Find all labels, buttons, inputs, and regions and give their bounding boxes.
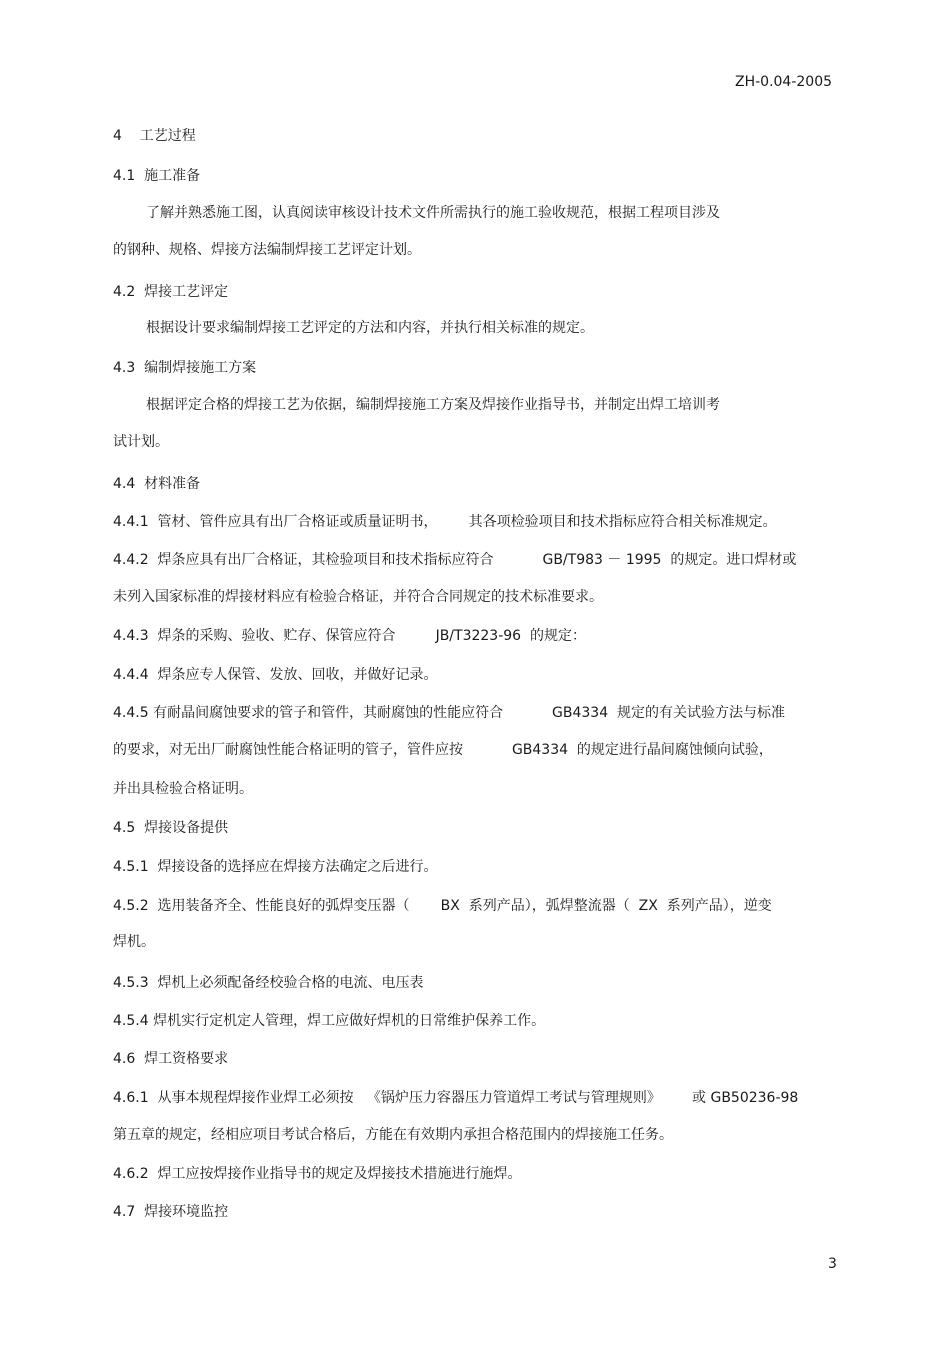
- paragraph-line: 试计划。: [113, 434, 169, 450]
- paragraph-line: 焊机。: [113, 934, 155, 950]
- clause-4-5-4: 4.5.4 焊机实行定机定人管理，焊工应做好焊机的日常维护保养工作。: [113, 1013, 546, 1029]
- clause-4-4-3: 4.4.3 焊条的采购、验收、贮存、保管应符合 JB/T3223-96 的规定：: [113, 628, 586, 644]
- page-number: 3: [828, 1256, 837, 1272]
- clause-4-6-2: 4.6.2 焊工应按焊接作业指导书的规定及焊接技术措施进行施焊。: [113, 1166, 522, 1182]
- paragraph-line: 并出具检验合格证明。: [113, 781, 253, 797]
- clause-4-6-1: 4.6.1 从事本规程焊接作业焊工必须按 《锅炉压力容器压力管道焊工考试与管理规则》 或 GB50236-98: [113, 1090, 799, 1106]
- doc-code-header: ZH-0.04-2005: [735, 74, 833, 90]
- section-heading-4-3: 4.3 编制焊接施工方案: [113, 360, 257, 376]
- clause-4-5-2: 4.5.2 选用装备齐全、性能良好的弧焊变压器（ BX 系列产品），弧焊整流器（ ZX 系列产品），逆变: [113, 898, 772, 914]
- section-heading-4-4: 4.4 材料准备: [113, 476, 201, 492]
- section-heading-4-5: 4.5 焊接设备提供: [113, 820, 229, 836]
- paragraph-line: 的钢种、规格、焊接方法编制焊接工艺评定计划。: [113, 242, 421, 258]
- paragraph-line: 了解并熟悉施工图，认真阅读审核设计技术文件所需执行的施工验收规范，根据工程项目涉及: [146, 205, 720, 221]
- clause-4-4-1: 4.4.1 管材、管件应具有出厂合格证或质量证明书， 其各项检验项目和技术指标应符合相关标准规定。: [113, 514, 777, 530]
- section-heading-4-1: 4.1 施工准备: [113, 168, 201, 184]
- paragraph-line: 的要求，对无出厂耐腐蚀性能合格证明的管子，管件应按 GB4334 的规定进行晶间腐蚀倾向试验，: [113, 742, 773, 758]
- section-heading-4: 4 工艺过程: [113, 128, 196, 144]
- clause-4-4-5: 4.4.5 有耐晶间腐蚀要求的管子和管件，其耐腐蚀的性能应符合 GB4334 规定的有关试验方法与标准: [113, 705, 786, 721]
- clause-4-4-4: 4.4.4 焊条应专人保管、发放、回收，并做好记录。: [113, 667, 438, 683]
- paragraph-line: 第五章的规定，经相应项目考试合格后，方能在有效期内承担合格范围内的焊接施工任务。: [113, 1127, 673, 1143]
- section-heading-4-7: 4.7 焊接环境监控: [113, 1204, 229, 1220]
- paragraph-line: 根据设计要求编制焊接工艺评定的方法和内容，并执行相关标准的规定。: [146, 320, 594, 336]
- clause-4-4-2: 4.4.2 焊条应具有出厂合格证，其检验项目和技术指标应符合 GB/T983 － 1995 的规定。进口焊材或: [113, 552, 797, 568]
- paragraph-line: 未列入国家标准的焊接材料应有检验合格证，并符合合同规定的技术标准要求。: [113, 589, 603, 605]
- section-heading-4-6: 4.6 焊工资格要求: [113, 1051, 229, 1067]
- clause-4-5-3: 4.5.3 焊机上必须配备经校验合格的电流、电压表: [113, 975, 424, 991]
- paragraph-line: 根据评定合格的焊接工艺为依据，编制焊接施工方案及焊接作业指导书，并制定出焊工培训考: [146, 397, 720, 413]
- clause-4-5-1: 4.5.1 焊接设备的选择应在焊接方法确定之后进行。: [113, 859, 438, 875]
- section-heading-4-2: 4.2 焊接工艺评定: [113, 284, 229, 300]
